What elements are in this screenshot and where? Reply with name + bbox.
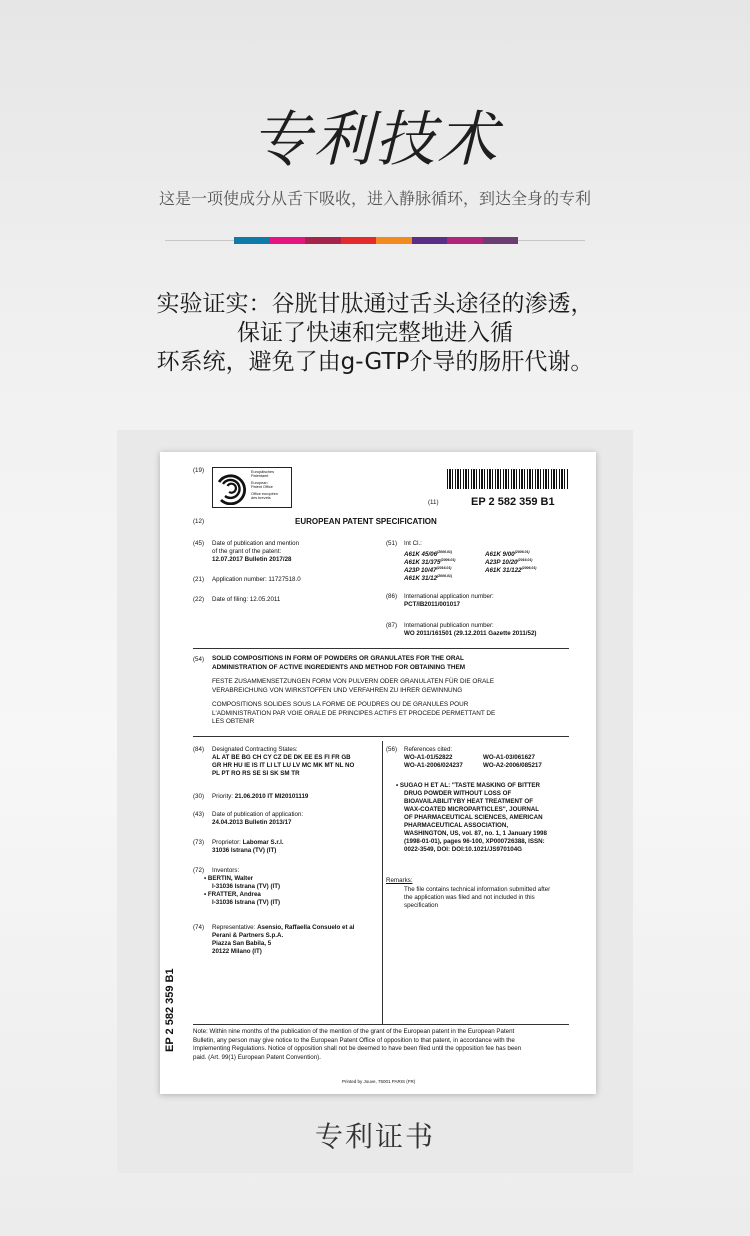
field-value: • BERTIN, Walter [204,875,254,882]
title-en: ADMINISTRATION OF ACTIVE INGREDIENTS AND METHOD FOR OBTAINING THEM [212,663,466,671]
opposition-note: Note: Within nine months of the publication of the mention of the grant of the European patent in the European Patent [193,1028,515,1035]
claim-line: 实验证实：谷胱甘肽通过舌头途径的渗透， [156,291,594,317]
field-value: Piazza San Babila, 5 [212,940,272,947]
inid-code: (51) [386,540,398,547]
ipc-class: A23P $10/47^{(2016.01)}$ [404,566,452,575]
inid-code: (43) [193,811,205,818]
opposition-note: Bulletin, any person may give notice to the European Patent Office of opposition to that patent, in accordance with the [193,1036,515,1044]
remarks-text: the application was filed and not included in this [404,894,535,901]
field-value: • FRATTER, Andrea [204,891,261,898]
certificate-caption: 专利证书 [314,1120,435,1153]
inid-code: (84) [193,746,205,753]
field-label: Date of publication of application: [212,811,304,818]
remarks-label: Remarks: [386,877,413,884]
field-value: Date of filing: 12.05.2011 [212,596,281,603]
epo-logo [212,467,292,508]
field-label: References cited: [404,746,453,753]
title-de: VERABREICHUNG VON WIRKSTOFFEN UND VERFAHREN ZU IHRER GEWINNUNG [212,686,463,694]
field-value: GR HR HU IE IS IT LI LT LU LV MC MK MT NL NO [212,762,355,769]
claim-line: 保证了快速和完整地进入循 [237,320,513,346]
remarks-text: specification [404,902,439,909]
inid-code: (12) [193,518,205,525]
section-rule [193,648,569,649]
field-value: PL PT RO RS SE SI SK SM TR [212,770,300,777]
reference: WO-A1-01/52822 [404,754,453,761]
section-rule [193,736,569,737]
inid-code: (86) [386,593,398,600]
barcode [447,469,568,489]
remarks-text: The file contains technical information submitted after [404,886,551,893]
opposition-note: paid. (Art. 99(1) European Patent Convention). [193,1053,321,1061]
reference: WASHINGTON, US, vol. 87, no. 1, 1 January 1998 [404,830,547,837]
field-value: 24.04.2013 Bulletin 2013/17 [212,819,292,826]
page-subtitle: 这是一项使成分从舌下吸收，进入静脉循环，到达全身的专利 [158,189,591,208]
field-value: PCT/IB2011/001017 [404,601,461,608]
color-bar-segment [270,237,306,244]
page-title: 专利技术 [251,105,499,175]
title-fr: LES OBTENIR [212,718,255,725]
inid-code: (74) [193,924,205,931]
field-value: WO 2011/161501 (29.12.2011 Gazette 2011/52) [404,630,537,637]
ipc-class: A61K $31/122^{(2006.01)}$ [485,566,537,575]
inid-code: (45) [193,540,205,547]
reference: DRUG POWDER WITHOUT LOSS OF [404,790,512,797]
ipc-class: A23P $10/20^{(2016.01)}$ [485,558,533,567]
reference: OF PHARMACEUTICAL SCIENCES, AMERICAN [404,814,543,821]
field-label: International publication number: [404,622,494,629]
inid-code: (56) [386,746,398,753]
inid-code: (22) [193,596,205,603]
color-bar-segment [412,237,448,244]
ipc-class: A61K $45/06^{(2006.01)}$ [404,550,453,559]
column-divider [382,741,383,1024]
office-name: Patentamt [251,474,269,479]
color-bar-segment [447,237,483,244]
field-value: 31036 Istrana (TV) (IT) [212,847,277,854]
field-label: Representative: Asensio, Raffaella Consuelo et al [212,924,355,931]
color-bar-segment [234,237,270,244]
office-name: Office européen [251,492,278,496]
inid-code: (87) [386,622,398,629]
field-value: I-31036 Istrana (TV) (IT) [212,899,281,906]
reference: PHARMACEUTICAL ASSOCIATION, [404,822,509,829]
color-bar-segment [483,237,519,244]
color-bar [234,237,518,244]
field-label: International application number: [404,593,494,600]
reference: • SUGAO H ET AL: "TASTE MASKING OF BITTER [396,782,540,789]
section-rule [193,1024,569,1025]
field-value: Application number: 11727518.0 [212,576,301,583]
title-fr: L'ADMINISTRATION PAR VOIE ORALE DE PRINCIPES ACTIFS ET PROCEDE PERMETTANT DE [212,709,496,717]
field-label: Inventors: [212,867,240,874]
printer-line: Printed by Jouve, 75001 PARIS (FR) [342,1079,416,1084]
field-label: Int Cl.: [404,540,422,547]
side-patent-number: EP 2 582 359 B1 [164,968,176,1052]
field-label: of the grant of the patent: [212,548,282,555]
inid-code: (19) [193,467,205,474]
ipc-class: A61K $9/00^{(2006.01)}$ [485,550,530,559]
field-value: Perani & Partners S.p.A. [212,932,284,939]
field-value: 12.07.2017 Bulletin 2017/28 [212,556,292,563]
title-de: FESTE ZUSAMMENSETZUNGEN FORM VON PULVERN ODER GRANULATEN FÜR DIE ORALE [212,678,495,685]
inid-code: (30) [193,793,205,800]
field-value: 20122 Milano (IT) [212,948,262,955]
spec-title: EUROPEAN PATENT SPECIFICATION [295,517,437,526]
color-bar-segment [341,237,377,244]
field-value: I-31036 Istrana (TV) (IT) [212,883,281,890]
reference: WAX-COATED MICROPARTICLES", JOURNAL [404,806,540,813]
inid-code: (11) [428,499,439,506]
inid-code: (54) [193,656,205,663]
reference: (1998-01-01), pages 96-100, XP000726388, ISSN: [404,838,545,845]
claim-line: 环系统，避免了由g-GTP介导的肠肝代谢。 [156,349,594,375]
epo-logo-icon [215,470,248,505]
patent-number: EP 2 582 359 B1 [471,496,555,508]
color-bar-segment [305,237,341,244]
title-en: SOLID COMPOSITIONS IN FORM OF POWDERS OR GRANULATES FOR THE ORAL [212,655,464,662]
field-label: Priority: 21.06.2010 IT MI20101119 [212,793,309,800]
title-fr: COMPOSITIONS SOLIDES SOUS LA FORME DE POUDRES OU DE GRANULES POUR [212,701,469,708]
reference: BIOAVAILABILITYBY HEAT TREATMENT OF [404,798,534,805]
opposition-note: Implementing Regulations. Notice of opposition shall not be deemed to have been filed until the opposition fee has been [193,1045,522,1052]
office-name: European [251,481,268,485]
claim-text [0,290,750,377]
ipc-class: A61K $31/12^{(2006.01)}$ [404,574,453,583]
patent-certificate [160,452,596,1094]
reference: WO-A2-2006/085217 [483,762,542,769]
office-name: Patent Office [251,485,273,490]
field-label: Date of publication and mention [212,540,300,547]
reference: WO-A1-2006/024237 [404,762,463,769]
reference: 0022-3549, DOI: DOI:10.1021/JS970104G [404,846,522,853]
field-value: AL AT BE BG CH CY CZ DE DK EE ES FI FR GB [212,754,351,761]
office-name: Europäisches [251,470,275,474]
color-bar-segment [376,237,412,244]
reference: WO-A1-03/061627 [483,754,535,761]
field-label: Designated Contracting States: [212,746,298,753]
inid-code: (21) [193,576,205,583]
office-name: des brevets [251,496,271,501]
ipc-class: A61K $31/375^{(2006.01)}$ [404,558,456,567]
inid-code: (72) [193,867,205,874]
inid-code: (73) [193,839,205,846]
field-label: Proprietor: Labomar S.r.l. [212,839,284,846]
